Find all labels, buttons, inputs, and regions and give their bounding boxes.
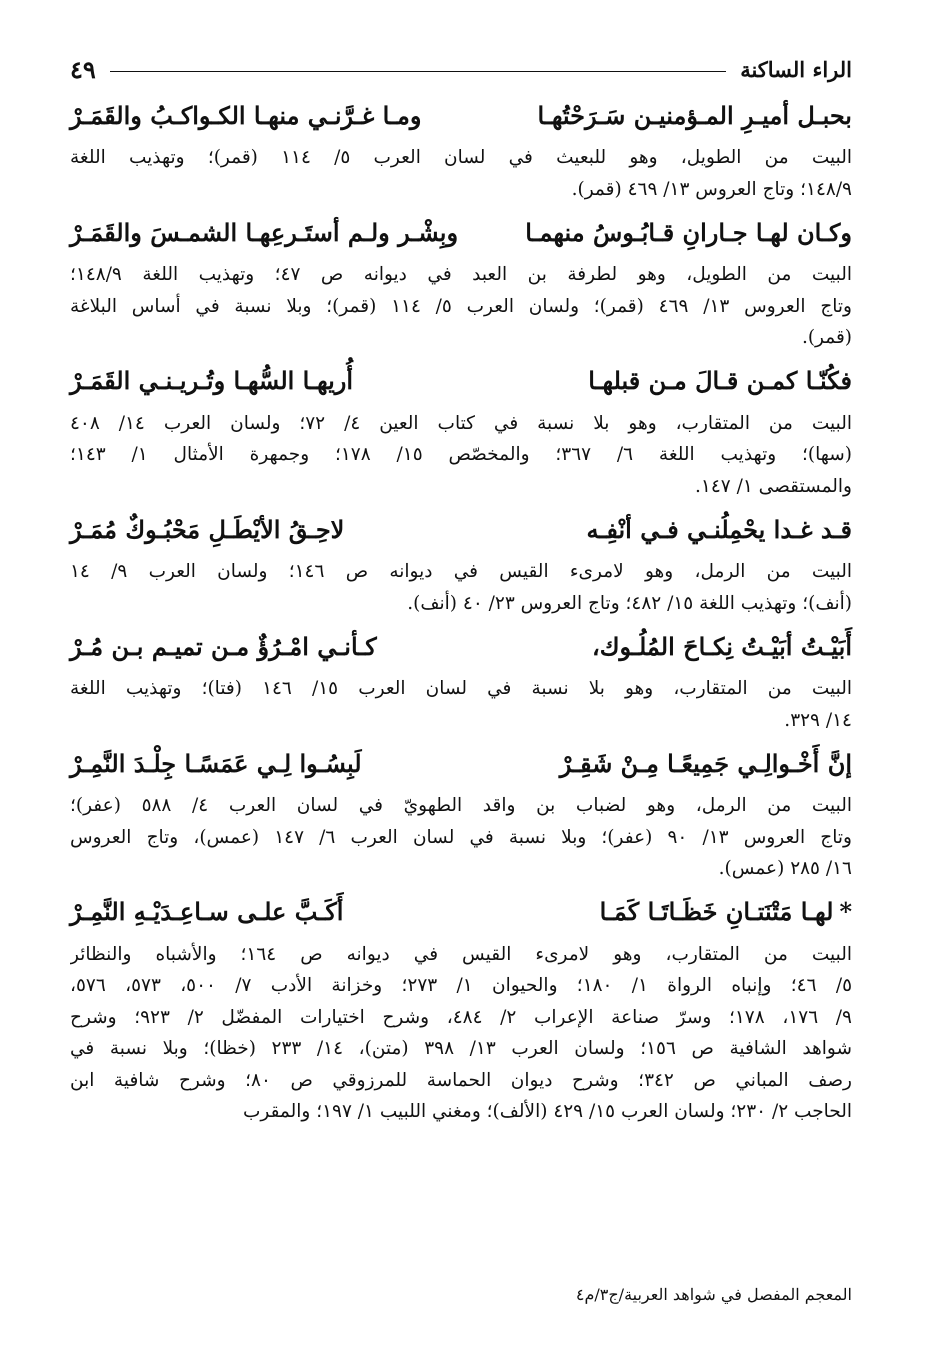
- signature-mark: المعجم المفصل في شواهد العربية/ج٣/م٤: [575, 1285, 852, 1304]
- second-hemistich: وبِشْـر ولـم أستَـرعِهـا الشمـسَ والقَمَـرْ: [70, 217, 459, 247]
- first-hemistich: [586, 515, 852, 544]
- first-hemistich-text: وكـان لهـا جـارانِ قـابُـوسُ منهمـا: [525, 217, 852, 247]
- running-header: [70, 50, 852, 88]
- citation-note: [70, 790, 852, 885]
- entries-list: [70, 88, 852, 1128]
- first-hemistich: [537, 101, 852, 130]
- note-line: البيت من الرمل، وهو لضباب بن واقد الطهويّ في لسان العرب ٤/ ٥٨٨ (عفر)؛: [70, 795, 852, 816]
- verse-entry: [70, 354, 852, 503]
- verse-entry: [70, 205, 852, 354]
- citation-note: [70, 259, 852, 354]
- note-line: ١٤/ ٣٢٩.: [784, 709, 852, 731]
- verse-line: [70, 736, 852, 790]
- verse-entry: [70, 619, 852, 736]
- note-line: البيت من الطويل، وهو للبعيث في لسان العرب ٥/ ١١٤ (قمر)؛ وتهذيب اللغة: [70, 147, 852, 168]
- first-hemistich-text: إنَّ أَخْـوالِـي جَمِيعًـا مِـنْ شَقِـرْ: [559, 748, 852, 778]
- first-hemistich: [525, 218, 852, 247]
- verse-line: [70, 885, 852, 939]
- verse-entry: [70, 88, 852, 205]
- first-hemistich: [588, 366, 852, 395]
- note-line: ٩/ ١٧٦، ١٧٨؛ وسرّ صناعة الإعراب ٢/ ٤٨٤، وشرح اختيارات المفضّل ٢/ ٩٢٣؛ وشرح: [70, 1006, 852, 1028]
- second-hemistich: لَبِسُـوا لِـي عَمَسًـا جِلْـدَ النَّمِـرْ: [70, 748, 362, 778]
- second-hemistich: لاحِـقُ الأيْطَـلِ مَحْبُـوكٌ مُمَـرْ: [70, 514, 345, 544]
- verse-line: [70, 88, 852, 142]
- first-hemistich: [600, 897, 852, 926]
- running-title: الراء الساكنة: [740, 56, 852, 82]
- note-line: البيت من المتقارب، وهو بلا نسبة في لسان العرب ١٥/ ١٤٦ (فتا)؛ وتهذيب اللغة: [70, 678, 852, 699]
- second-hemistich: ومـا غـرَّنـي منهـا الكـواكـبُ والقَمَـرْ: [70, 100, 422, 130]
- citation-note: [70, 556, 852, 619]
- note-line: البيت من المتقارب، وهو لامرىء القيس في ديوانه ص ١٦٤؛ والأشباه والنظائر: [70, 943, 852, 965]
- first-hemistich: [560, 749, 852, 778]
- note-line: وتاج العروس ١٣/ ٩٠ (عفر)؛ وبلا نسبة في لسان العرب ٦/ ١٤٧ (عمس)، وتاج العروس: [70, 826, 852, 848]
- note-line: رصف المباني ص ٣٤٢؛ وشرح ديوان الحماسة للمرزوقي ص ٨٠؛ وشرح شافية ابن: [70, 1069, 852, 1091]
- verse-entry: [70, 885, 852, 1128]
- note-line: ١٤٨/٩؛ وتاج العروس ١٣/ ٤٦٩ (قمر).: [571, 178, 852, 200]
- first-hemistich-text: بحبـل أميـرِ المـؤمنيـن سَـرَحْتُهـا: [537, 100, 852, 130]
- note-line: البيت من المتقارب، وهو بلا نسبة في كتاب العين ٤/ ٧٢؛ ولسان العرب ١٤/ ٤٠٨: [70, 412, 852, 434]
- star-marker: *: [839, 897, 852, 926]
- first-hemistich-text: فكُنّـا كمـن قـالَ مـن قبلهـا: [588, 366, 852, 395]
- note-line: شواهد الشافية ص ١٥٦؛ ولسان العرب ١٣/ ٣٩٨ (متن)، ١٤/ ٢٣٣ (خظا)؛ وبلا نسبة في: [70, 1038, 852, 1059]
- second-hemistich: أُريهـا السُّهـا وتُـريـنـي القَمَـرْ: [70, 366, 354, 395]
- page-number: ٤٩: [70, 54, 96, 84]
- header-rule: [110, 71, 726, 72]
- second-hemistich: أَكَـبَّ علـى سـاعِـدَيْـهِ النَّمِـرْ: [70, 897, 344, 926]
- verse-line: [70, 205, 852, 259]
- note-line: (سها)؛ وتهذيب اللغة ٦/ ٣٦٧؛ والمخصّص ١٥/ ١٧٨؛ وجمهرة الأمثال ١/ ١٤٣؛: [70, 444, 852, 465]
- second-hemistich: كـأنـي امْـرُؤٌ مـن تميـم بـن مُـرْ: [70, 631, 377, 661]
- note-line: وتاج العروس ١٣/ ٤٦٩ (قمر)؛ ولسان العرب ٥/ ١١٤ (قمر)؛ وبلا نسبة في أساس البلاغة: [70, 295, 852, 317]
- citation-note: [70, 142, 852, 205]
- first-hemistich-text: قـد غـدا يحْمِلُنـي فـي أنْفِـه: [586, 514, 852, 544]
- verse-line: [70, 619, 852, 673]
- citation-note: [70, 408, 852, 503]
- note-line: (قمر).: [801, 327, 852, 348]
- verse-entry: [70, 736, 852, 885]
- citation-note: [70, 939, 852, 1128]
- verse-line: [70, 354, 852, 408]
- note-line: (أنف)؛ وتهذيب اللغة ١٥/ ٤٨٢؛ وتاج العروس ٢٣/ ٤٠ (أنف).: [407, 592, 852, 614]
- note-line: البيت من الطويل، وهو لطرفة بن العبد في ديوانه ص ٤٧؛ وتهذيب اللغة ١٤٨/٩؛: [70, 264, 852, 285]
- first-hemistich-text: أَبَيْـتُ أبَيْـتُ نِكـاحَ المُلُـوك،: [592, 631, 852, 661]
- document-page: [70, 50, 852, 1340]
- first-hemistich-text: لهـا مَتْنَتـانِ خَظَـاتَـا كَمَـا: [599, 897, 834, 926]
- first-hemistich: [592, 632, 852, 661]
- note-line: البيت من الرمل، وهو لامرىء القيس في ديوانه ص ١٤٦؛ ولسان العرب ٩/ ١٤: [70, 561, 852, 582]
- note-line: ١٦/ ٢٨٥ (عمس).: [718, 858, 852, 879]
- verse-line: [70, 502, 852, 556]
- note-line: والمستقصى ١/ ١٤٧.: [695, 475, 852, 497]
- citation-note: [70, 673, 852, 736]
- verse-entry: [70, 502, 852, 619]
- note-line: الحاجب ٢/ ٢٣٠؛ ولسان العرب ١٥/ ٤٢٩ (الألف)؛ ومغني اللبيب ١/ ١٩٧؛ والمقرب: [242, 1101, 852, 1122]
- note-line: ٥/ ٤٦؛ وإنباه الرواة ١/ ١٨٠؛ والحيوان ١/ ٢٧٣؛ وخزانة الأدب ٧/ ٥٠٠، ٥٧٣، ٥٧٦،: [70, 975, 852, 996]
